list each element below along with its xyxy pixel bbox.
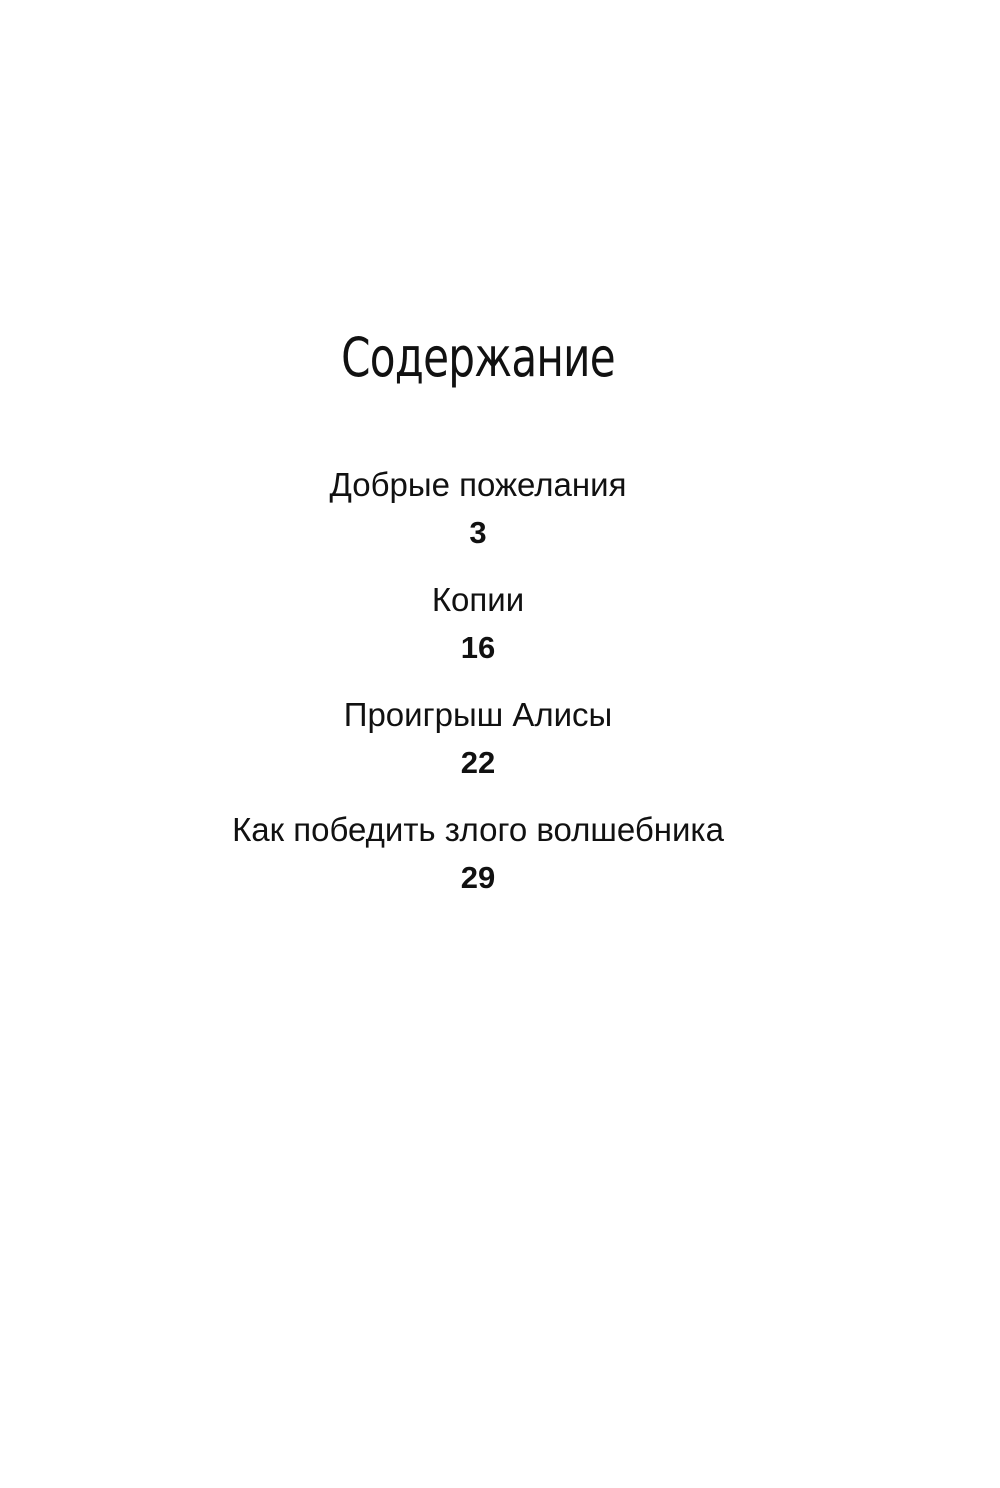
toc-entry-title: Как победить злого волшебника	[232, 811, 724, 848]
toc-entry-page-number: 29	[460, 860, 496, 895]
toc-entry-title: Проигрыш Алисы	[343, 696, 613, 733]
toc-entry[interactable]	[0, 805, 956, 920]
toc-entry[interactable]	[0, 575, 956, 690]
toc-entry-page-number: 3	[469, 515, 487, 550]
toc-entry[interactable]	[0, 460, 956, 575]
toc-entry[interactable]	[0, 690, 956, 805]
table-of-contents	[0, 460, 956, 920]
toc-entry-title: Копии	[431, 581, 525, 618]
toc-entry-page-number: 22	[460, 745, 496, 780]
toc-entry-title: Добрые пожелания	[329, 466, 627, 503]
toc-entry-page-number: 16	[460, 630, 496, 665]
page-title: Содержание	[341, 326, 615, 389]
